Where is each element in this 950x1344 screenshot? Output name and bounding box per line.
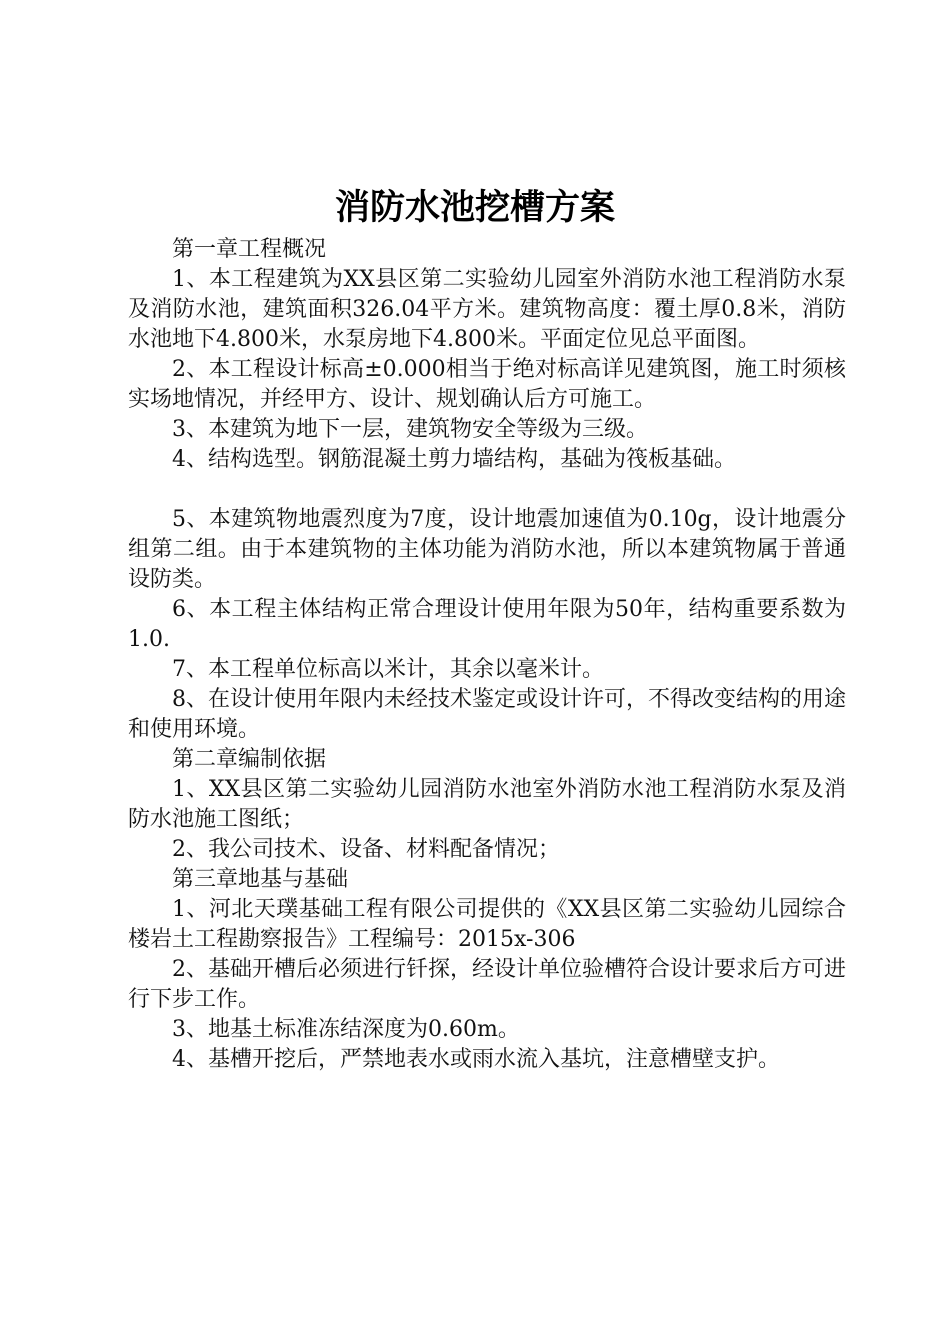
chapter-1-item-7: 7、本工程单位标高以米计，其余以毫米计。 [172,657,604,682]
chapter-3-heading: 第三章地基与基础 [172,867,349,892]
chapter-1-item-8: 8、在设计使用年限内未经技术鉴定或设计许可，不得改变结构的用途和使用环境。 [128,687,846,742]
chapter-1-item-5: 5、本建筑物地震烈度为7度，设计地震加速值为0.10g，设计地震分组第二组。由于本建筑物的主体功能为消防水池，所以本建筑物属于普通设防类。 [128,507,846,592]
chapter-2-item-1: 1、XX县区第二实验幼儿园消防水池室外消防水池工程消防水泵及消防水池施工图纸； [128,777,846,832]
chapter-3-item-2: 2、基础开槽后必须进行钎探，经设计单位验槽符合设计要求后方可进行下步工作。 [128,957,846,1012]
chapter-1-item-6: 6、本工程主体结构正常合理设计使用年限为50年，结构重要系数为1.0. [128,597,846,652]
document-body [128,235,846,1075]
document-title: 消防水池挖槽方案 [334,187,615,228]
chapter-1-item-1: 1、本工程建筑为XX县区第二实验幼儿园室外消防水池工程消防水泵及消防水池，建筑面积326.04平方米。建筑物高度：覆土厚0.8米，消防水池地下4.800米，水泵房地下4.800米。平面定位见总平面图。 [128,267,846,352]
chapter-2-heading: 第二章编制依据 [172,747,327,772]
paragraph-spacer [128,475,846,505]
chapter-1-item-4: 4、结构选型。钢筋混凝土剪力墙结构，基础为筏板基础。 [172,447,736,472]
chapter-1-item-2: 2、本工程设计标高±0.000相当于绝对标高详见建筑图，施工时须核实场地情况，并经甲方、设计、规划确认后方可施工。 [128,357,846,412]
chapter-2-item-2: 2、我公司技术、设备、材料配备情况； [172,837,560,862]
chapter-3-item-3: 3、地基土标准冻结深度为0.60m。 [172,1017,520,1042]
chapter-3-item-4: 4、基槽开挖后，严禁地表水或雨水流入基坑，注意槽壁支护。 [172,1047,780,1072]
chapter-1-item-3: 3、本建筑为地下一层，建筑物安全等级为三级。 [172,417,648,442]
chapter-1-heading: 第一章工程概况 [172,237,327,262]
chapter-3-item-1: 1、河北天璞基础工程有限公司提供的《XX县区第二实验幼儿园综合楼岩土工程勘察报告》工程编号：2015x-306 [128,897,846,952]
